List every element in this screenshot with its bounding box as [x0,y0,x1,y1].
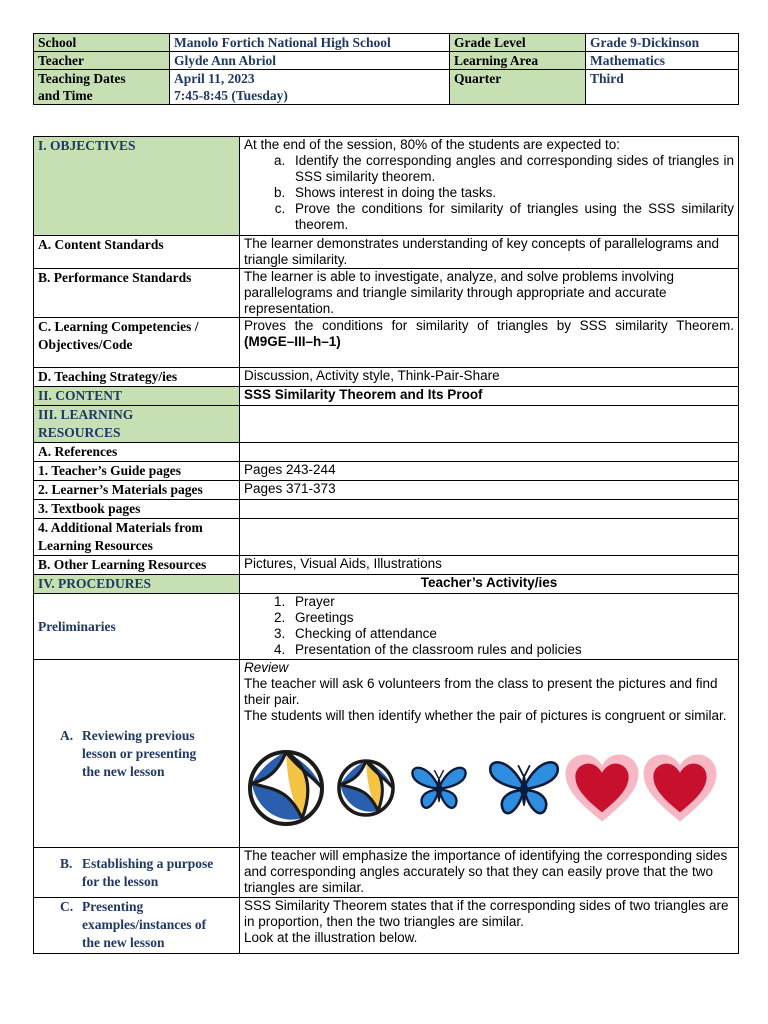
examples-label-line2: examples/instances of [82,917,207,932]
teaching-dates-label-line2: and Time [38,88,93,103]
learning-resources-label [34,406,240,443]
examples-cell [240,898,739,954]
reviewing-label [34,660,240,848]
school-value: Manolo Fortich National High School [170,34,450,52]
reviewing-cell [240,660,739,848]
review-text-1: The teacher will ask 6 volunteers from the class to present the pictures and find their pair. [244,676,718,707]
procedures-row [34,575,739,594]
heart-icon [642,753,718,823]
learning-resources-label-line2: RESOURCES [38,425,121,440]
purpose-text: The teacher will emphasize the importance of identifying the corresponding sides and corresponding angles accurately so that they can easily prove that the two triangles are similar. [240,848,739,898]
competencies-label-line1: C. Learning Competencies / [38,319,199,334]
review-title: Review [244,660,289,675]
preliminaries-label: Preliminaries [34,594,240,660]
examples-label-line3: the new lesson [82,935,165,950]
strategy-label: D. Teaching Strategy/ies [34,368,240,387]
teachers-guide-label: 1. Teacher’s Guide pages [34,462,240,481]
lesson-plan-table [33,136,739,954]
objectives-row [34,137,739,236]
reviewing-label-line2: lesson or presenting [82,745,197,761]
preliminaries-list [244,594,734,658]
textbook-empty [240,500,739,519]
teachers-guide-row [34,462,739,481]
preliminary-item: 2. Greetings [289,610,734,626]
learning-area-value: Mathematics [586,52,739,70]
objectives-list [244,153,734,233]
header-info-table [33,33,739,105]
performance-standards-text: The learner is able to investigate, analyze, and solve problems involving parallelograms and triangle similarity through appropriate and accurate representation. [240,269,739,318]
other-resources-value: Pictures, Visual Aids, Illustrations [240,556,739,575]
competencies-text: Proves the conditions for similarity of triangles by SSS similarity Theorem. [244,318,734,333]
butterfly-icon [486,755,562,821]
teacher-label: Teacher [34,52,170,70]
other-resources-label: B. Other Learning Resources [34,556,240,575]
heart-icon [564,753,640,823]
purpose-row [34,848,739,898]
school-label: School [34,34,170,52]
learning-resources-empty [240,406,739,443]
reviewing-label-line3: the new lesson [82,763,165,779]
content-label: II. CONTENT [34,387,240,406]
examples-letter: C. [60,899,74,914]
competencies-label-line2: Objectives/Code [38,337,133,352]
examples-row [34,898,739,954]
quarter-value: Third [586,70,739,105]
performance-standards-row [34,269,739,318]
additional-materials-row [34,519,739,556]
butterfly-icon [410,762,468,814]
reviewing-letter: A. [60,727,74,743]
preliminaries-row [34,594,739,660]
additional-materials-label [34,519,240,556]
grade-level-label: Grade Level [450,34,586,52]
grade-level-value: Grade 9-Dickinson [586,34,739,52]
objectives-label: I. OBJECTIVES [34,137,240,236]
content-standards-text: The learner demonstrates understanding of key concepts of parallelograms and triangle similarity. [240,236,739,269]
content-text: SSS Similarity Theorem and Its Proof [240,387,739,406]
examples-label [34,898,240,954]
examples-text-2: Look at the illustration below. [244,930,418,945]
preliminaries-cell [240,594,739,660]
reviewing-row [34,660,739,848]
textbook-label: 3. Textbook pages [34,500,240,519]
review-pictures [244,746,734,830]
objective-item: c. Prove the conditions for similarity of triangles using the SSS similarity theorem. [289,201,734,233]
objectives-cell [240,137,739,236]
quarter-label: Quarter [450,70,586,105]
review-text-2: The students will then identify whether the pair of pictures is congruent or similar. [244,708,727,723]
learning-area-label: Learning Area [450,52,586,70]
strategy-text: Discussion, Activity style, Think-Pair-Share [240,368,739,387]
strategy-row [34,368,739,387]
objective-item: a. Identify the corresponding angles and corresponding sides of triangles in SSS similarity theorem. [289,153,734,185]
objective-item: b. Shows interest in doing the tasks. [289,185,734,201]
teachers-activity-header: Teacher’s Activity/ies [240,575,739,594]
procedures-label: IV. PROCEDURES [34,575,240,594]
learning-resources-row [34,406,739,443]
reviewing-label-line1: Reviewing previous [82,727,195,743]
purpose-label-line1: Establishing a purpose [82,855,214,871]
purpose-label [34,848,240,898]
volleyball-icon [336,758,396,818]
teaching-dates-label-line1: Teaching Dates [38,71,126,86]
teaching-dates-label [34,70,170,105]
content-row [34,387,739,406]
learning-resources-label-line1: III. LEARNING [38,407,134,422]
purpose-letter: B. [60,855,73,871]
preliminary-item: 3. Checking of attendance [289,626,734,642]
school-row [34,34,739,52]
references-label: A. References [34,443,240,462]
preliminary-item: 1. Prayer [289,594,734,610]
references-row [34,443,739,462]
competencies-row [34,318,739,368]
preliminary-item: 4. Presentation of the classroom rules and policies [289,642,734,658]
performance-standards-label: B. Performance Standards [34,269,240,318]
content-standards-row [34,236,739,269]
volleyball-icon [246,748,326,828]
competencies-label [34,318,240,368]
additional-materials-label-line1: 4. Additional Materials from [38,520,203,535]
other-resources-row [34,556,739,575]
learners-materials-label: 2. Learner’s Materials pages [34,481,240,500]
teaching-date: April 11, 2023 [174,71,255,86]
additional-materials-empty [240,519,739,556]
additional-materials-label-line2: Learning Resources [38,538,153,553]
teaching-dates-value [170,70,450,105]
teacher-row [34,52,739,70]
textbook-row [34,500,739,519]
learners-materials-pages: Pages 371-373 [240,481,739,500]
teachers-guide-pages: Pages 243-244 [240,462,739,481]
references-empty [240,443,739,462]
purpose-label-line2: for the lesson [82,873,159,889]
competency-code: (M9GE–III–h–1) [244,334,341,349]
examples-label-line1: Presenting [82,899,144,914]
dates-row [34,70,739,105]
teaching-time: 7:45-8:45 (Tuesday) [174,88,288,103]
competencies-cell [240,318,739,368]
learners-materials-row [34,481,739,500]
teacher-value: Glyde Ann Abriol [170,52,450,70]
examples-text-1: SSS Similarity Theorem states that if the corresponding sides of two triangles are in proportion, then the two triangles are similar. [244,898,729,929]
objectives-intro: At the end of the session, 80% of the students are expected to: [244,137,620,152]
content-standards-label: A. Content Standards [34,236,240,269]
